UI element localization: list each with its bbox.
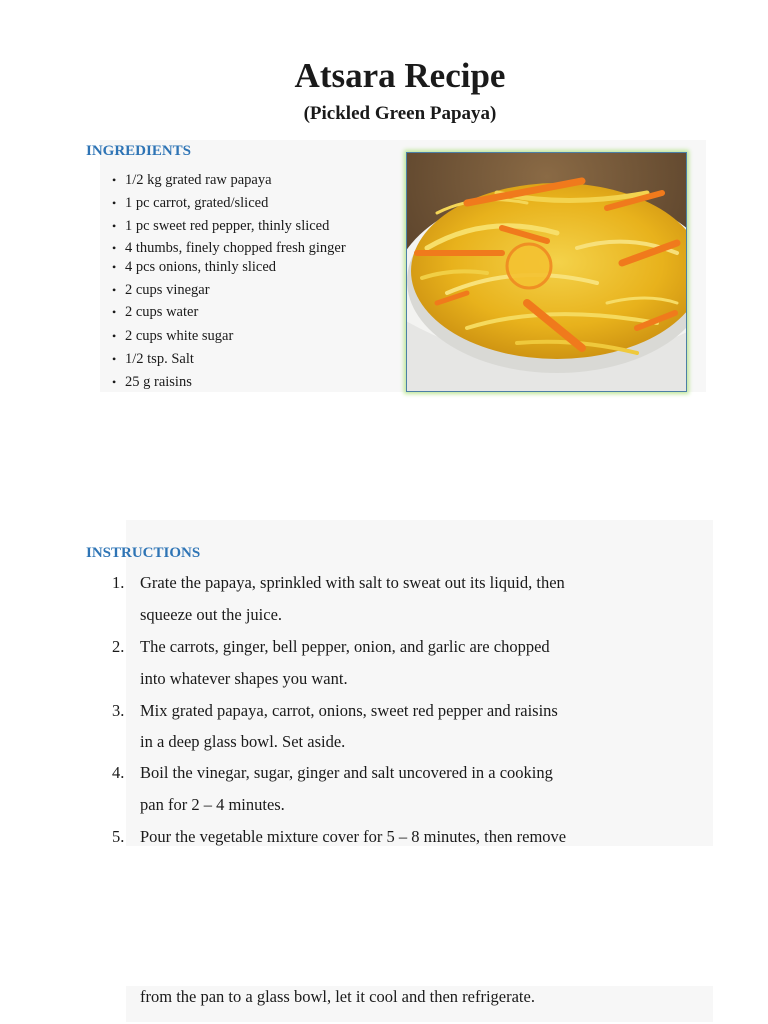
bullet-icon: • bbox=[112, 219, 117, 233]
ingredients-heading: INGREDIENTS bbox=[86, 143, 192, 159]
bullet-icon: • bbox=[112, 283, 117, 297]
step-number: 5. bbox=[112, 827, 125, 846]
step-text: Mix grated papaya, carrot, onions, sweet red pepper and raisins bbox=[140, 701, 558, 720]
bullet-icon: • bbox=[112, 329, 117, 343]
step-number: 3. bbox=[112, 701, 125, 720]
atsara-photo bbox=[406, 152, 687, 392]
bullet-icon: • bbox=[112, 241, 117, 255]
step-text: Boil the vinegar, sugar, ginger and salt uncovered in a cooking bbox=[140, 763, 553, 782]
step-text: into whatever shapes you want. bbox=[140, 669, 348, 688]
step-number: 1. bbox=[112, 573, 125, 592]
bullet-icon: • bbox=[112, 352, 117, 366]
step-text: squeeze out the juice. bbox=[140, 605, 283, 624]
bullet-icon: • bbox=[112, 305, 117, 319]
step-text: The carrots, ginger, bell pepper, onion, and garlic are chopped bbox=[140, 637, 550, 656]
step-text: Grate the papaya, sprinkled with salt to sweat out its liquid, then bbox=[140, 573, 565, 592]
step-text: Pour the vegetable mixture cover for 5 – 8 minutes, then remove bbox=[140, 827, 567, 846]
bullet-icon: • bbox=[112, 196, 117, 210]
step-text: pan for 2 – 4 minutes. bbox=[140, 795, 285, 814]
bullet-icon: • bbox=[112, 173, 117, 187]
step-number: 4. bbox=[112, 763, 125, 782]
step-text: from the pan to a glass bowl, let it cool and then refrigerate. bbox=[140, 987, 535, 1006]
bullet-icon: • bbox=[112, 375, 117, 389]
atsara-bowl-image bbox=[407, 153, 686, 391]
step-text: in a deep glass bowl. Set aside. bbox=[140, 732, 346, 751]
bullet-icon: • bbox=[112, 260, 117, 274]
step-number: 2. bbox=[112, 637, 125, 656]
page-subtitle: (Pickled Green Papaya) bbox=[303, 103, 497, 124]
page-title: Atsara Recipe bbox=[294, 56, 506, 95]
instructions-heading: INSTRUCTIONS bbox=[86, 545, 201, 561]
